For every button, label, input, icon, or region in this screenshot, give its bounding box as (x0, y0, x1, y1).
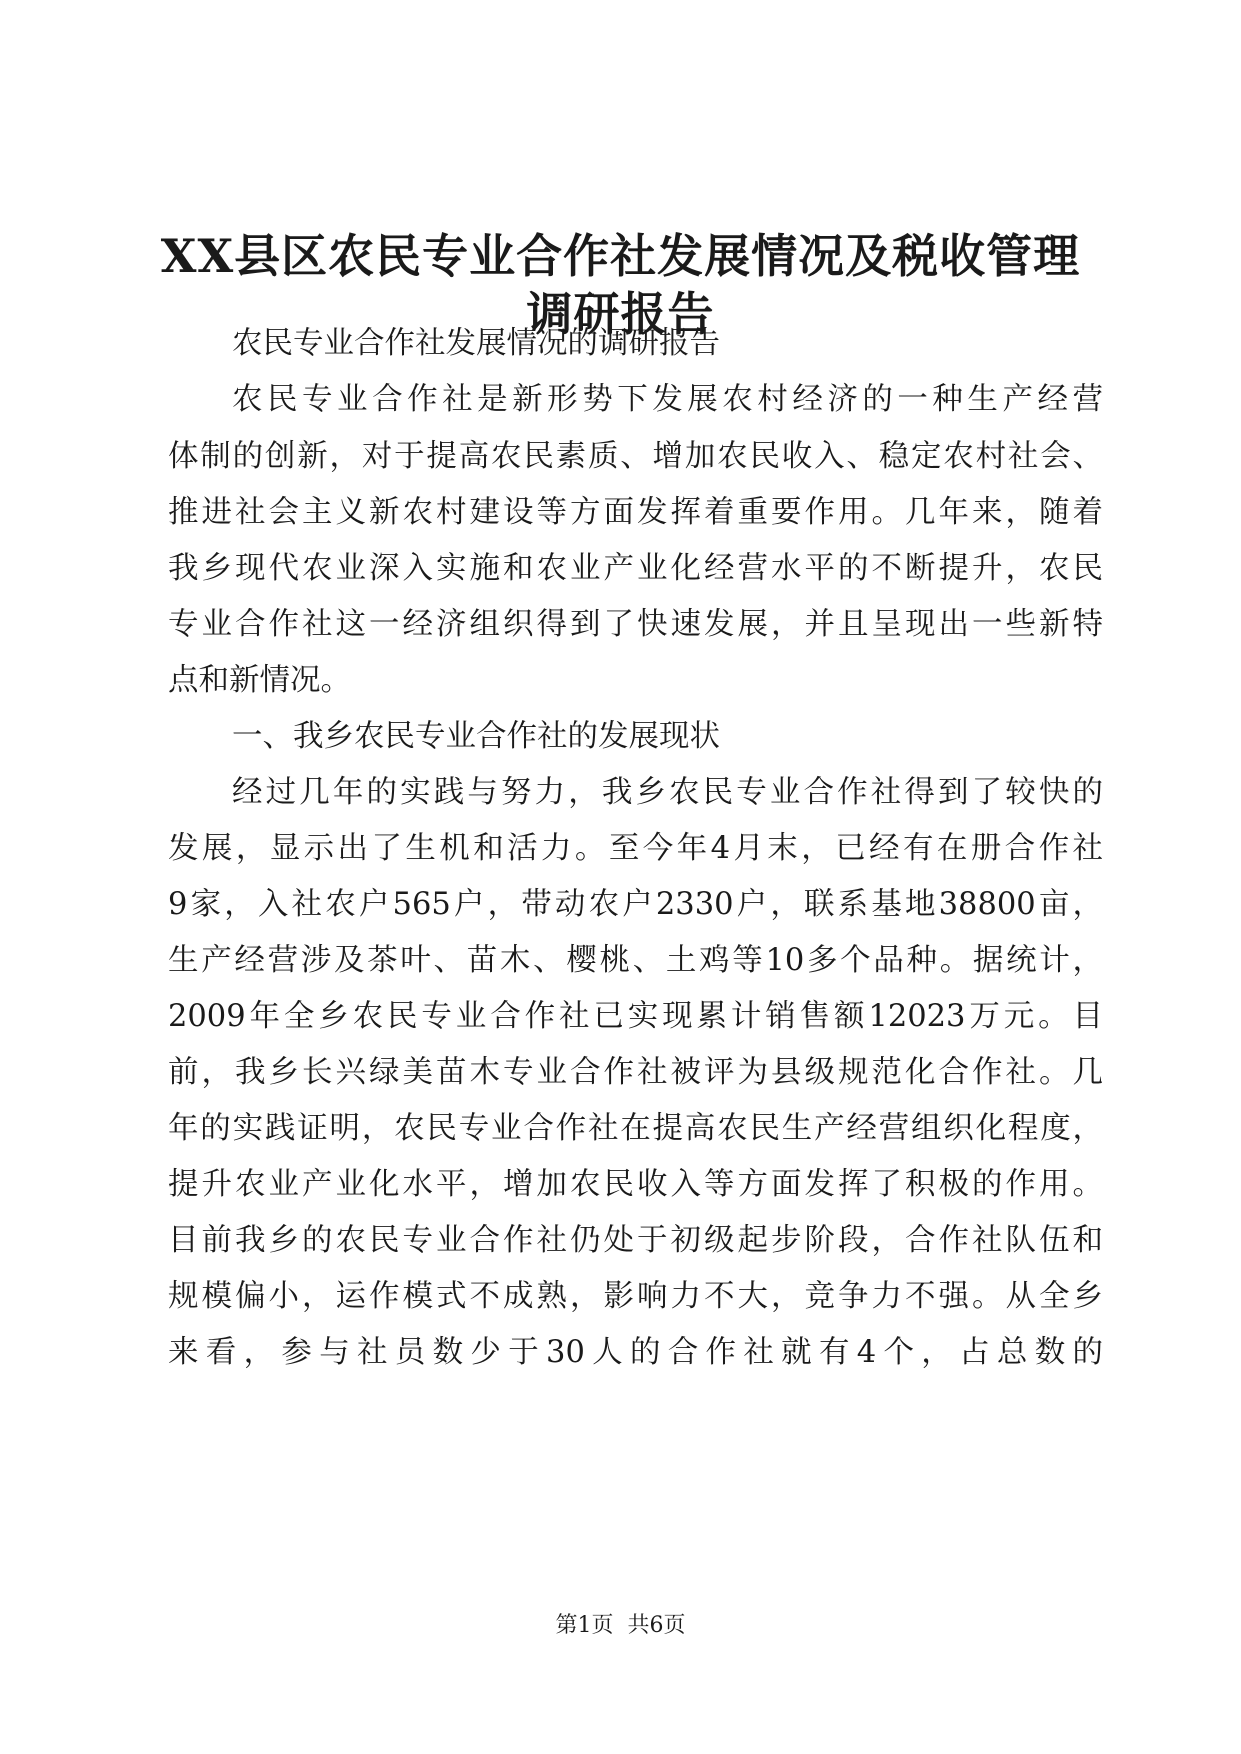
paragraph-line: 点和新情况。 (168, 663, 351, 698)
paragraph-line: 提升农业产业化水平，增加农民收入等方面发挥了积极的作用。 (168, 1167, 1103, 1202)
paragraph-line: 年的实践证明，农民专业合作社在提高农民生产经营组织化程度， (168, 1111, 1103, 1146)
paragraph-line: 来看，参与社员数少于30人的合作社就有4个，占总数的 (168, 1335, 1103, 1370)
page-number-footer: 第1页 共6页 (555, 1613, 686, 1638)
paragraph-line: 前，我乡长兴绿美苗木专业合作社被评为县级规范化合作社。几 (168, 1055, 1103, 1090)
subtitle-line: 农民专业合作社发展情况的调研报告 (232, 326, 720, 361)
paragraph-line: 推进社会主义新农村建设等方面发挥着重要作用。几年来，随着 (168, 495, 1103, 530)
paragraph-line: 发展，显示出了生机和活力。至今年4月末，已经有在册合作社 (168, 831, 1103, 866)
paragraph-line: 2009年全乡农民专业合作社已实现累计销售额12023万元。目 (168, 999, 1103, 1034)
paragraph-line: 体制的创新，对于提高农民素质、增加农民收入、稳定农村社会、 (168, 439, 1103, 474)
paragraph-line: 经过几年的实践与努力，我乡农民专业合作社得到了较快的 (232, 775, 1103, 810)
paragraph-line: 专业合作社这一经济组织得到了快速发展，并且呈现出一些新特 (168, 607, 1103, 642)
section-heading: 一、我乡农民专业合作社的发展现状 (232, 719, 720, 754)
paragraph-line: 规模偏小，运作模式不成熟，影响力不大，竞争力不强。从全乡 (168, 1279, 1103, 1314)
document-title-line-1: XX县区农民专业合作社发展情况及税收管理 (160, 229, 1081, 283)
paragraph-line: 农民专业合作社是新形势下发展农村经济的一种生产经营 (232, 382, 1103, 417)
paragraph-line: 目前我乡的农民专业合作社仍处于初级起步阶段，合作社队伍和 (168, 1223, 1103, 1258)
document-title-line-2: 调研报告 (526, 287, 715, 341)
paragraph-line: 9家，入社农户565户，带动农户2330户，联系基地38800亩， (168, 887, 1103, 922)
paragraph-line: 生产经营涉及茶叶、苗木、樱桃、土鸡等10多个品种。据统计， (168, 943, 1103, 978)
paragraph-line: 我乡现代农业深入实施和农业产业化经营水平的不断提升，农民 (168, 551, 1103, 586)
